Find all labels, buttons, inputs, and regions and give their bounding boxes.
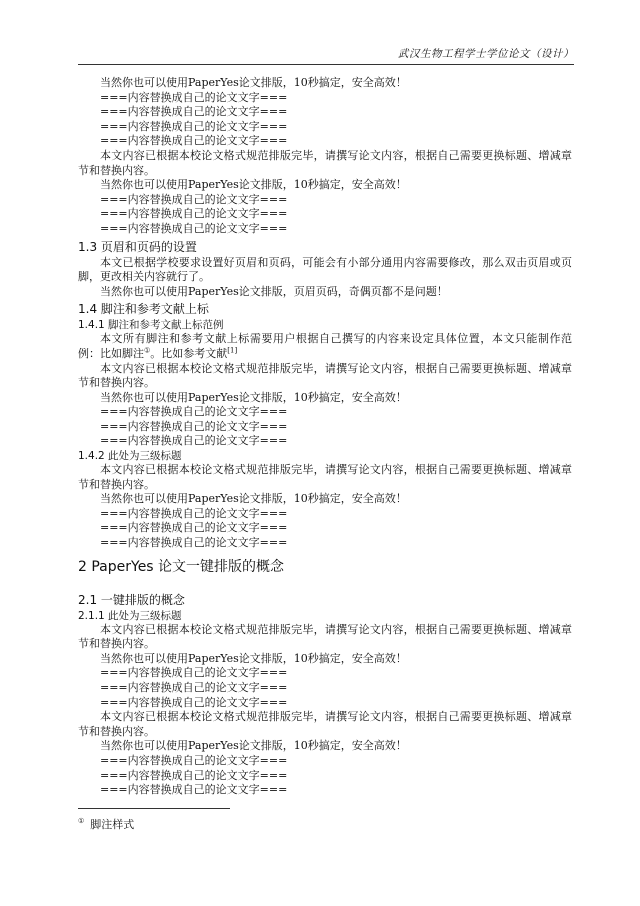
body-line: ===内容替换成自己的论文文字=== (100, 521, 288, 535)
body-line: ===内容替换成自己的论文文字=== (100, 419, 288, 433)
body-paragraph: 本文内容已根据本校论文格式规范排版完毕，请撰写论文内容，根据自己需要更换标题、增减章节和替换内容。 (78, 361, 572, 390)
section-heading: 2.1 一键排版的概念 (78, 592, 185, 607)
footnote-text: 脚注样式 (90, 818, 135, 831)
body-line: ===内容替换成自己的论文文字=== (100, 753, 288, 767)
body-line: ===内容替换成自己的论文文字=== (100, 536, 288, 550)
body-paragraph: 本文内容已根据本校论文格式规范排版完毕，请撰写论文内容，根据自己需要更换标题、增减章节和替换内容。 (78, 710, 572, 738)
page-header: 武汉生物工程学士学位论文（设计） (78, 46, 574, 65)
body-paragraph: 本文内容已根据本校论文格式规范排版完毕，请撰写论文内容，根据自己需要更换标题、增减章节和替换内容。 (78, 463, 572, 491)
body-line: 当然你也可以使用PaperYes论文排版，10秒搞定，安全高效！ (100, 178, 407, 192)
subsection-heading: 1.4.2 此处为三级标题 (78, 450, 182, 463)
body-line: ===内容替换成自己的论文文字=== (100, 768, 288, 782)
body-line: ===内容替换成自己的论文文字=== (100, 207, 288, 221)
body-paragraph: 本文内容已根据本校论文格式规范排版完毕，请撰写论文内容，根据自己需要更换标题、增减章节和替换内容。 (78, 622, 572, 651)
paragraph-text: 本文所有脚注和参考文献上标需要用户根据自己撰写的内容来设定具体位置，本文只能制作范例：比如脚注 (78, 332, 572, 360)
subsection-heading: 2.1.1 此处为三级标题 (78, 609, 182, 622)
body-line: ===内容替换成自己的论文文字=== (100, 783, 288, 797)
body-line: 当然你也可以使用PaperYes论文排版，10秒搞定，安全高效！ (100, 390, 407, 404)
body-line: 当然你也可以使用PaperYes论文排版，10秒搞定，安全高效！ (100, 739, 407, 753)
body-line: 当然你也可以使用PaperYes论文排版，10秒搞定，安全高效！ (100, 76, 407, 89)
body-line: ===内容替换成自己的论文文字=== (100, 506, 288, 520)
footnote-divider (78, 808, 230, 809)
footnote-marker: ① (78, 817, 85, 826)
footnote (78, 816, 134, 832)
body-line: ===内容替换成自己的论文文字=== (100, 90, 288, 104)
body-line: 当然你也可以使用PaperYes论文排版，页眉页码，奇偶页都不是问题！ (100, 284, 448, 298)
body-line: ===内容替换成自己的论文文字=== (100, 695, 288, 709)
page-body (78, 76, 572, 798)
section-heading: 1.4 脚注和参考文献上标 (78, 302, 209, 317)
body-line: ===内容替换成自己的论文文字=== (100, 666, 288, 680)
footnote-reference: ① (144, 346, 151, 355)
body-line: ===内容替换成自己的论文文字=== (100, 221, 288, 235)
body-line: 当然你也可以使用PaperYes论文排版，10秒搞定，安全高效！ (100, 492, 407, 506)
paragraph-text: 。比如参考文献 (150, 346, 228, 360)
body-line: ===内容替换成自己的论文文字=== (100, 192, 288, 206)
body-line: ===内容替换成自己的论文文字=== (100, 134, 288, 148)
body-line: ===内容替换成自己的论文文字=== (100, 105, 288, 119)
citation-reference: [1] (227, 346, 238, 355)
subsection-heading: 1.4.1 脚注和参考文献上标范例 (78, 319, 224, 332)
body-line: ===内容替换成自己的论文文字=== (100, 405, 288, 419)
body-line: ===内容替换成自己的论文文字=== (100, 681, 288, 694)
body-line: ===内容替换成自己的论文文字=== (100, 434, 288, 448)
body-paragraph: 本文已根据学校要求设置好页眉和页码，可能会有小部分通用内容需要修改，那么双击页眉或页脚，更改相关内容就行了。 (78, 255, 572, 284)
footnote-example-paragraph (78, 332, 572, 361)
body-line: ===内容替换成自己的论文文字=== (100, 119, 288, 133)
body-paragraph: 本文内容已根据本校论文格式规范排版完毕，请撰写论文内容，根据自己需要更换标题、增减章节和替换内容。 (78, 148, 572, 177)
section-heading: 1.3 页眉和页码的设置 (78, 239, 197, 254)
chapter-heading: 2 PaperYes 论文一键排版的概念 (78, 558, 285, 575)
body-line: 当然你也可以使用PaperYes论文排版，10秒搞定，安全高效！ (100, 651, 407, 665)
